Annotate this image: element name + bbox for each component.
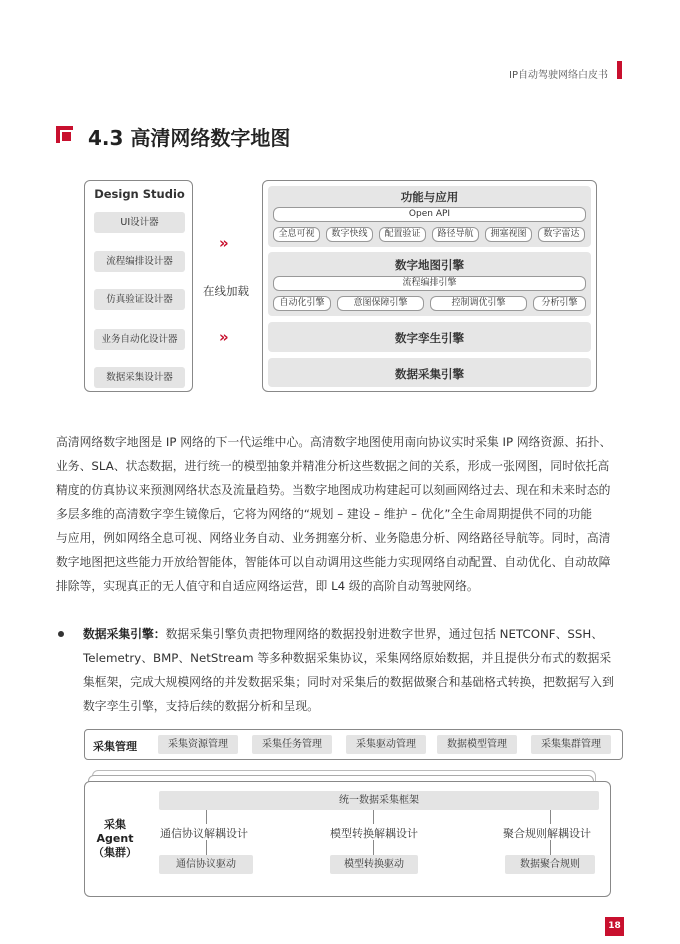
section-title: 4.3 高清网络数字地图 <box>88 126 291 150</box>
page-number: 18 <box>605 917 624 936</box>
bullet-text: 数据采集引擎负责把物理网络的数据投射进数字世界，通过包括 NETCONF、SSH、 <box>165 627 604 641</box>
collection-management-bar <box>84 729 623 760</box>
unified-collection-framework: 统一数据采集框架 <box>159 791 599 810</box>
layer-title: 数字地图引擎 <box>395 258 464 272</box>
bullet-line: 集框架，完成大规模网络的并发数据采集；同时对采集后的数据做聚合和基础格式转换，把数据写入到 <box>83 675 614 689</box>
paragraph-line: 精度的仿真协议来预测网络状态及流量趋势。当数字地图成功构建起可以刻画网络过去、现在和未来时态的 <box>56 483 611 497</box>
layer-digital-twin-engine <box>268 322 591 352</box>
app-item: 全息可视 <box>273 227 320 242</box>
mgmt-item: 数据模型管理 <box>437 735 517 754</box>
mgmt-item: 采集资源管理 <box>158 735 238 754</box>
header-accent-bar <box>617 61 622 79</box>
ds-item-collection-designer: 数据采集设计器 <box>94 367 185 388</box>
collection-agent-cluster <box>84 781 611 897</box>
connector-line <box>206 810 207 824</box>
column-driver-box: 模型转换驱动 <box>330 855 418 874</box>
paragraph-line: 高清网络数字地图是 IP 网络的下一代运维中心。高清数字地图使用南向协议实时采集 IP 网络资源、拓扑、 <box>56 435 612 449</box>
column-driver-box: 通信协议驱动 <box>159 855 253 874</box>
mgmt-item: 采集驱动管理 <box>346 735 426 754</box>
mgmt-item: 采集任务管理 <box>252 735 332 754</box>
online-load-label: 在线加载 <box>203 284 249 298</box>
paragraph-line: 多层多维的高清数字孪生镜像后，它将为网络的“规划 – 建设 – 维护 – 优化”全生命周期提供不同的功能 <box>56 507 593 521</box>
paragraph-line: 数字地图把这些能力开放给智能体，智能体可以自动调用这些能力实现网络自动配置、自动优化、自动故障 <box>56 555 611 569</box>
column-design-label: 模型转换解耦设计 <box>330 827 418 840</box>
open-api-bar: Open API <box>273 207 586 222</box>
column-design-label: 通信协议解耦设计 <box>160 827 248 840</box>
connector-line <box>550 840 551 855</box>
agent-label <box>87 818 143 860</box>
app-item: 拥塞视图 <box>485 227 532 242</box>
document-title: IP自动驾驶网络白皮书 <box>509 70 608 81</box>
map-engine-item: 控制调优引擎 <box>430 296 527 311</box>
app-item: 配置验证 <box>379 227 426 242</box>
chevron-right-icon: » <box>219 234 226 252</box>
section-square-icon <box>56 126 73 143</box>
bullet-dot-icon <box>58 631 64 637</box>
connector-line <box>373 810 374 824</box>
map-engine-item: 分析引擎 <box>533 296 586 311</box>
ds-item-flow-designer: 流程编排设计器 <box>94 251 185 272</box>
layer-title: 数字孪生引擎 <box>395 331 464 345</box>
design-studio-panel <box>84 180 193 392</box>
app-item: 数字雷达 <box>538 227 585 242</box>
layer-data-collection-engine <box>268 358 591 387</box>
ds-item-simulation-designer: 仿真验证设计器 <box>94 289 185 310</box>
engine-stack-panel <box>262 180 597 392</box>
bullet-line: 数字孪生引擎，支持后续的数据分析和呈现。 <box>83 699 319 713</box>
connector-line <box>373 840 374 855</box>
layer-digital-map-engine <box>268 252 591 316</box>
connector-line <box>206 840 207 855</box>
agent-label-line: （集群） <box>93 846 137 859</box>
column-driver-box: 数据聚合规则 <box>505 855 595 874</box>
paragraph-line: 与应用，例如网络全息可视、网络业务自动、业务拥塞分析、业务隐患分析、网络路径导航等。同时，高清 <box>56 531 611 545</box>
flow-engine-bar: 流程编排引擎 <box>273 276 586 291</box>
mgmt-label: 采集管理 <box>93 740 137 753</box>
paragraph-line: 排除等，实现真正的无人值守和自适应网络运营，即 L4 级的高阶自动驾驶网络。 <box>56 579 479 593</box>
layer-title: 数据采集引擎 <box>395 367 464 381</box>
app-item: 路径导航 <box>432 227 479 242</box>
bullet-line <box>83 622 628 646</box>
paragraph-line: 业务、SLA、状态数据，进行统一的模型抽象并精准分析这些数据之间的关系，形成一张网图，同时依托高 <box>56 459 610 473</box>
chevron-right-icon: » <box>219 328 226 346</box>
bullet-line: Telemetry、BMP、NetStream 等多种数据采集协议，采集网络原始数据，并且提供分布式的数据采 <box>83 651 612 665</box>
agent-label-line: 采集Agent <box>96 818 134 845</box>
bullet-paragraph <box>83 622 628 718</box>
design-studio-title: Design Studio <box>94 187 185 201</box>
map-engine-item: 意图保障引擎 <box>337 296 424 311</box>
ds-item-automation-designer: 业务自动化设计器 <box>94 329 185 350</box>
column-design-label: 聚合规则解耦设计 <box>503 827 591 840</box>
connector-line <box>550 810 551 824</box>
map-engine-item: 自动化引擎 <box>273 296 331 311</box>
layer-functions-apps <box>268 186 591 247</box>
layer-title: 功能与应用 <box>400 190 459 204</box>
body-paragraph <box>56 430 623 598</box>
mgmt-item: 采集集群管理 <box>531 735 611 754</box>
ds-item-ui-designer: UI设计器 <box>94 212 185 233</box>
bullet-term: 数据采集引擎： <box>83 627 166 641</box>
app-item: 数字快线 <box>326 227 373 242</box>
